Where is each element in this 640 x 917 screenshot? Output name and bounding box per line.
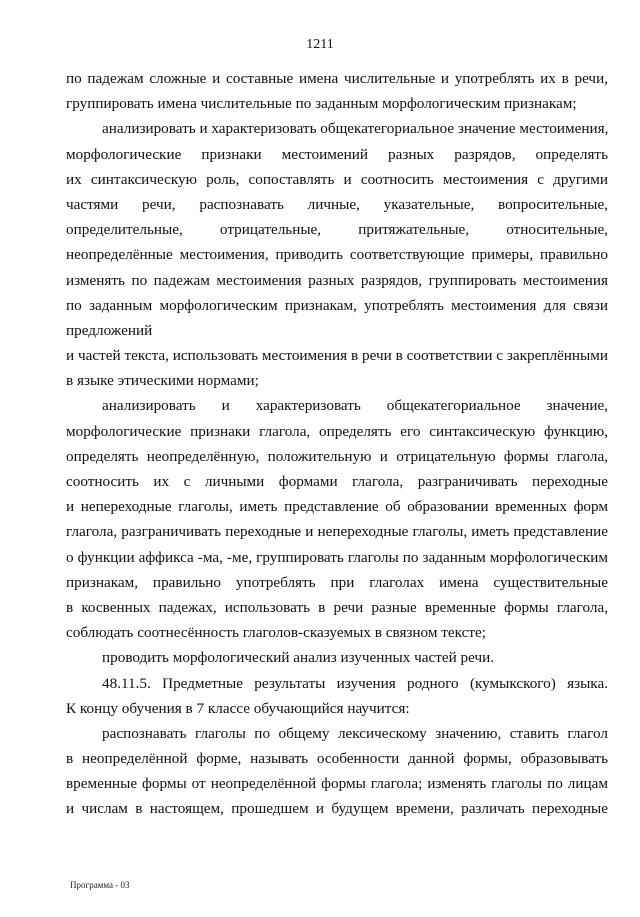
text-line: глагола, разграничивать переходные и непереходные глаголы, иметь представление (66, 523, 608, 541)
text-line: и непереходные глаголы, иметь представление об образовании временных форм (66, 498, 608, 516)
text-line: анализировать и характеризовать общекатегориальное значение, (102, 397, 608, 415)
text-line: в косвенных падежах, использовать в речи разные временные формы глагола, (66, 598, 608, 616)
text-line: группировать имена числительные по заданным морфологическим признакам; (66, 95, 577, 113)
page-number: 1211 (306, 37, 334, 52)
text-line: определять неопределённую, положительную и отрицательную формы глагола, (66, 447, 608, 465)
text-line: К концу обучения в 7 классе обучающийся научится: (66, 699, 410, 717)
text-line: определительные, отрицательные, притяжательные, относительные, (66, 221, 608, 239)
text-line: по заданным морфологическим признакам, употреблять местоимения для связи (66, 296, 608, 314)
footer-label: Программа - 03 (70, 880, 130, 890)
text-line: временные формы от неопределённой формы глагола; изменять глаголы по лицам (66, 775, 608, 793)
text-line: признакам, правильно употреблять при глаголах имена существительные (66, 573, 608, 591)
text-line: по падежам сложные и составные имена числительные и употреблять их в речи, (66, 70, 608, 87)
text-line: и частей текста, использовать местоимения в речи в соответствии с закреплёнными (66, 347, 608, 365)
section-heading-line: 48.11.5. Предметные результаты изучения родного (кумыкского) языка. (102, 674, 608, 692)
text-line: неопределённые местоимения, приводить соответствующие примеры, правильно (66, 246, 608, 264)
text-line: морфологические признаки глагола, определять его синтаксическую функцию, (66, 422, 608, 440)
text-line: соблюдать соотнесённость глаголов-сказуемых в связном тексте; (66, 624, 486, 642)
text-line: проводить морфологический анализ изученных частей речи. (102, 649, 495, 667)
text-line: их синтаксическую роль, сопоставлять и соотносить местоимения с другими (66, 170, 608, 188)
text-line: в неопределённой форме, называть особенности данной формы, образовывать (66, 750, 608, 768)
text-line: морфологические признаки местоимений разных разрядов, определять (66, 145, 608, 163)
document-body (66, 66, 608, 822)
text-line: о функции аффикса -ма, -ме, группировать глаголы по заданным морфологическим (66, 548, 608, 566)
text-line: частями речи, распознавать личные, указательные, вопросительные, (66, 195, 608, 213)
text-line: и числам в настоящем, прошедшем и будущем времени, различать переходные (66, 800, 608, 818)
text-line: изменять по падежам местоимения разных разрядов, группировать местоимения (66, 271, 608, 289)
text-line: анализировать и характеризовать общекатегориальное значение местоимения, (102, 120, 609, 138)
text-line: в языке этическими нормами; (66, 372, 259, 390)
text-line: предложений (66, 321, 153, 339)
text-line: распознавать глаголы по общему лексическому значению, ставить глагол (102, 724, 608, 742)
text-line: соотносить их с личными формами глагола, разграничивать переходные (66, 473, 608, 490)
